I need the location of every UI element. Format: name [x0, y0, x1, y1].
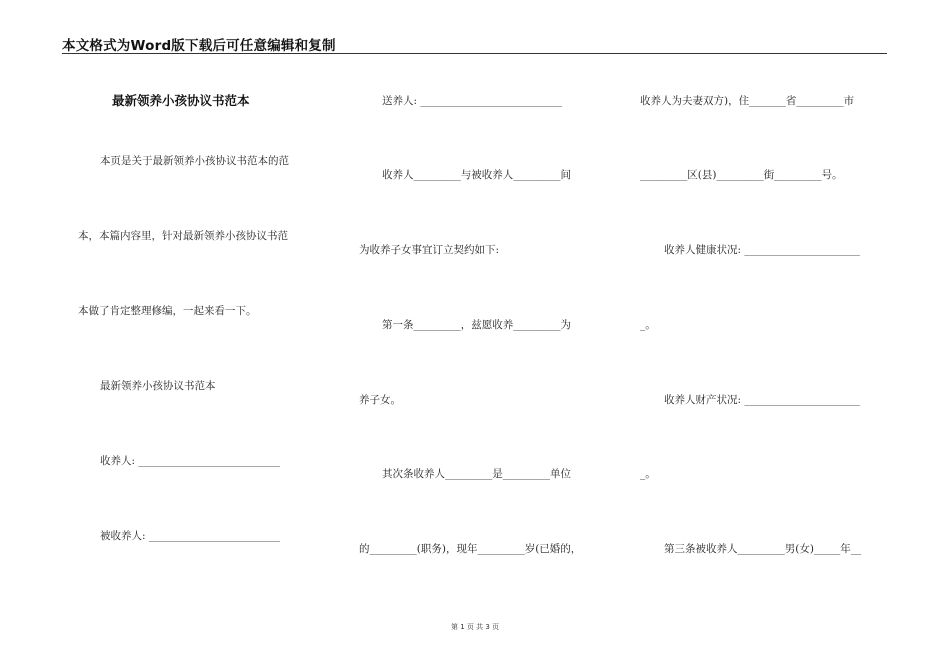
col2-line-7: 的_________(职务)，现年_________岁(已婚的，: [359, 543, 582, 555]
col1-line-3: 本做了肯定整理修编，一起来看一下。: [78, 305, 257, 317]
col3-line-4: _。: [640, 319, 656, 331]
col2-line-2: 收养人_________与被收养人_________间: [382, 169, 571, 181]
col2-line-6: 其次条收养人_________是_________单位: [382, 468, 571, 480]
col2-line-5: 养子女。: [359, 394, 401, 406]
col2-line-3: 为收养子女事宜订立契约如下:: [359, 244, 500, 256]
col3-line-7: 第三条被收养人_________男(女)_____年__: [664, 543, 862, 555]
col3-line-5: 收养人财产状况: ______________________: [664, 394, 860, 406]
col3-line-6: _。: [640, 468, 656, 480]
document-header: 本文格式为Word版下载后可任意编辑和复制: [62, 38, 336, 54]
col3-line-2: _________区(县)_________街_________号。: [640, 169, 843, 181]
header-divider: [62, 53, 887, 54]
col1-line-1: 本页是关于最新领养小孩协议书范本的范: [100, 155, 289, 167]
col1-adoptee-field: 被收养人: _________________________: [100, 530, 281, 542]
col3-line-1: 收养人为夫妻双方)，住_______省_________市: [640, 95, 855, 107]
col1-adopter-field: 收养人: ___________________________: [100, 455, 281, 467]
document-title: 最新领养小孩协议书范本: [112, 93, 250, 108]
col1-line-2: 本，本篇内容里，针对最新领养小孩协议书范: [78, 230, 288, 242]
col3-line-3: 收养人健康状况: ______________________: [664, 244, 860, 256]
page-number: 第 1 页 共 3 页: [450, 623, 500, 631]
col2-line-1: 送养人: ___________________________: [382, 95, 563, 107]
col2-line-4: 第一条_________，兹愿收养_________为: [382, 319, 571, 331]
col1-line-4: 最新领养小孩协议书范本: [100, 380, 216, 392]
